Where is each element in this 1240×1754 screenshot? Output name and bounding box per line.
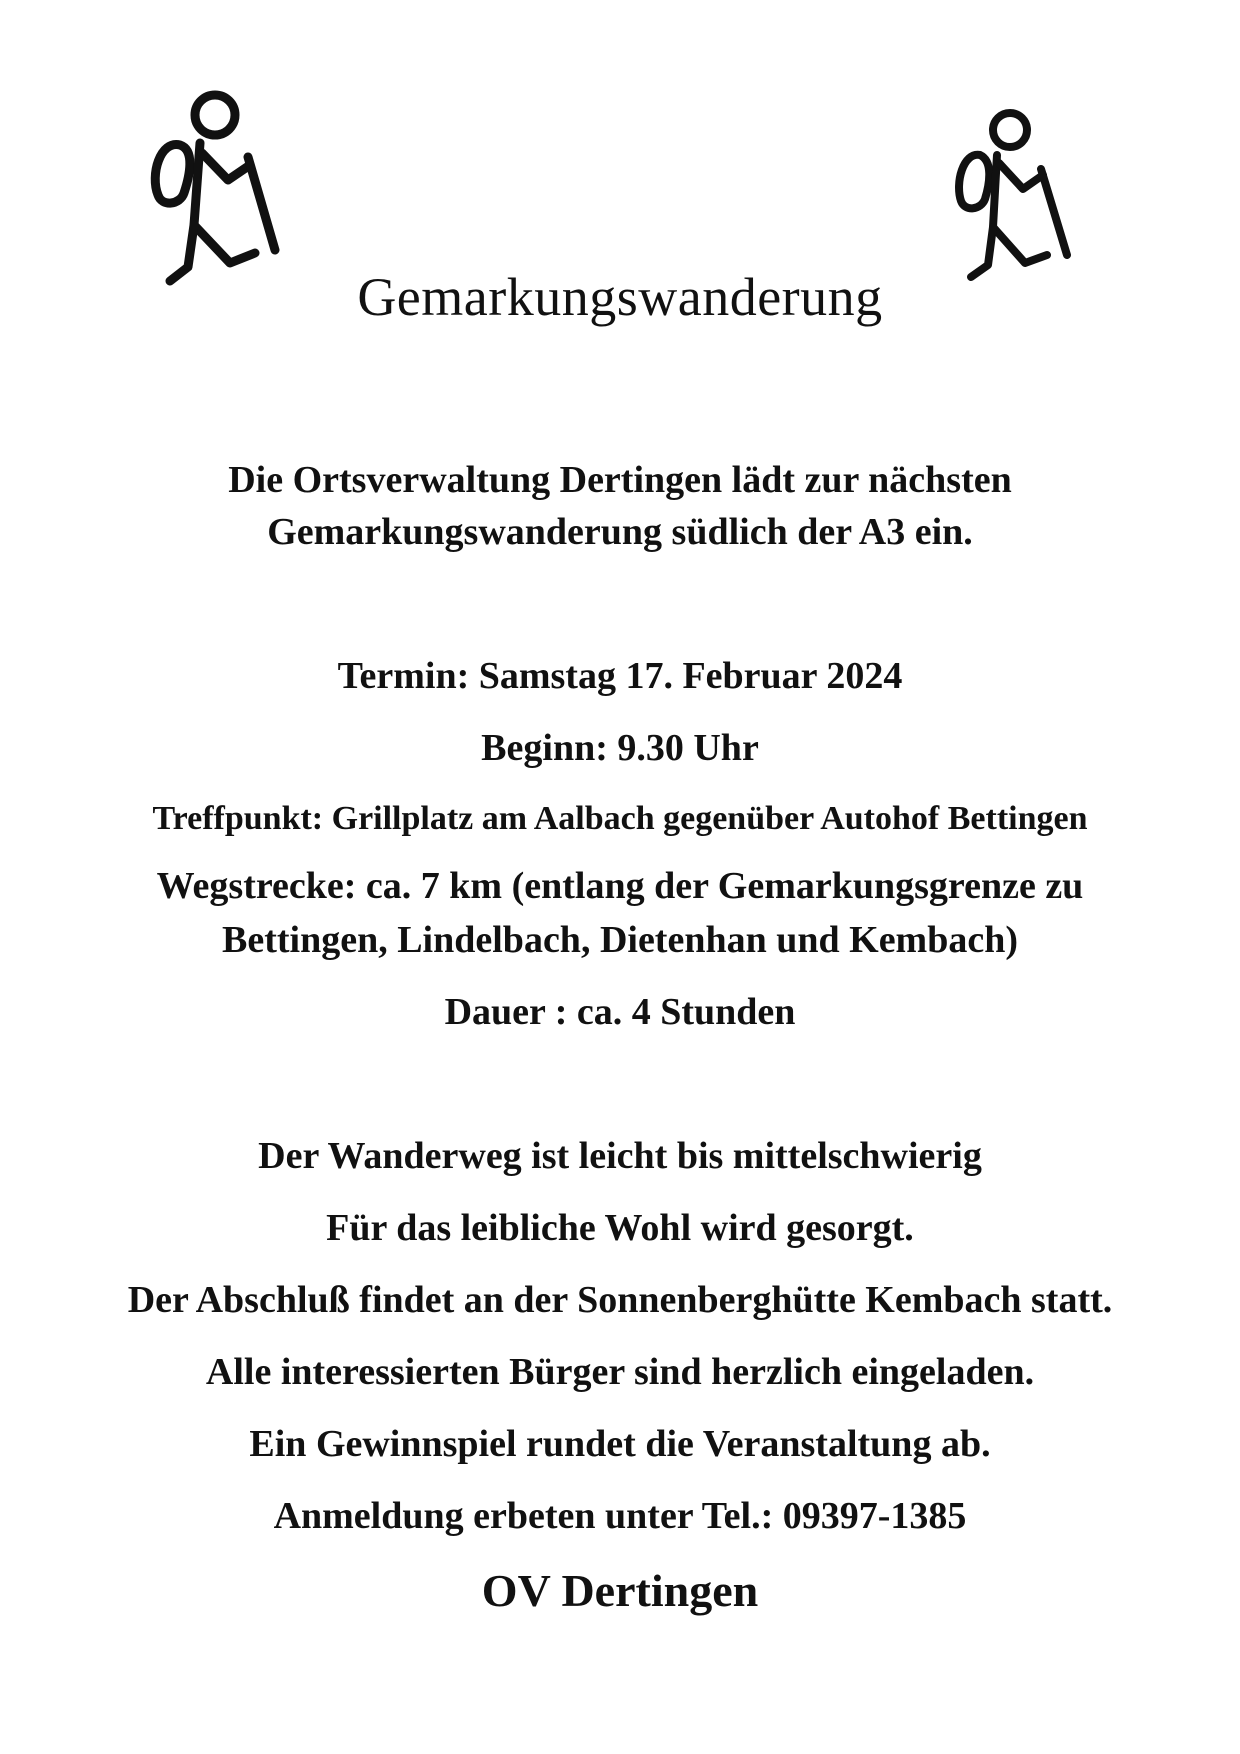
info-raffle: Ein Gewinnspiel rundet die Veranstaltung ab. bbox=[249, 1423, 991, 1465]
wegstrecke-line-2: Bettingen, Lindelbach, Dietenhan und Kembach) bbox=[222, 919, 1018, 961]
wegstrecke-line-1: Wegstrecke: ca. 7 km (entlang der Gemarkungsgrenze zu bbox=[156, 865, 1084, 907]
info-invitation: Alle interessierten Bürger sind herzlich eingeladen. bbox=[205, 1351, 1035, 1393]
intro-line-1: Die Ortsverwaltung Dertingen lädt zur nächsten bbox=[228, 459, 1012, 501]
info-catering: Für das leibliche Wohl wird gesorgt. bbox=[326, 1207, 914, 1249]
beginn-text: Beginn: 9.30 Uhr bbox=[481, 727, 759, 769]
registration-phone: Anmeldung erbeten unter Tel.: 09397-1385 bbox=[273, 1495, 967, 1537]
signature: OV Dertingen bbox=[481, 1565, 759, 1616]
treffpunkt-text: Treffpunkt: Grillplatz am Aalbach gegenüber Autohof Bettingen bbox=[152, 800, 1088, 837]
dauer-text: Dauer : ca. 4 Stunden bbox=[444, 991, 796, 1033]
flyer-title: Gemarkungswanderung bbox=[357, 267, 883, 327]
intro-line-2: Gemarkungswanderung südlich der A3 ein. bbox=[267, 511, 973, 553]
info-closing: Der Abschluß findet an der Sonnenberghütte Kembach statt. bbox=[127, 1279, 1113, 1321]
info-difficulty: Der Wanderweg ist leicht bis mittelschwierig bbox=[258, 1135, 982, 1177]
termin-text: Termin: Samstag 17. Februar 2024 bbox=[337, 655, 903, 697]
